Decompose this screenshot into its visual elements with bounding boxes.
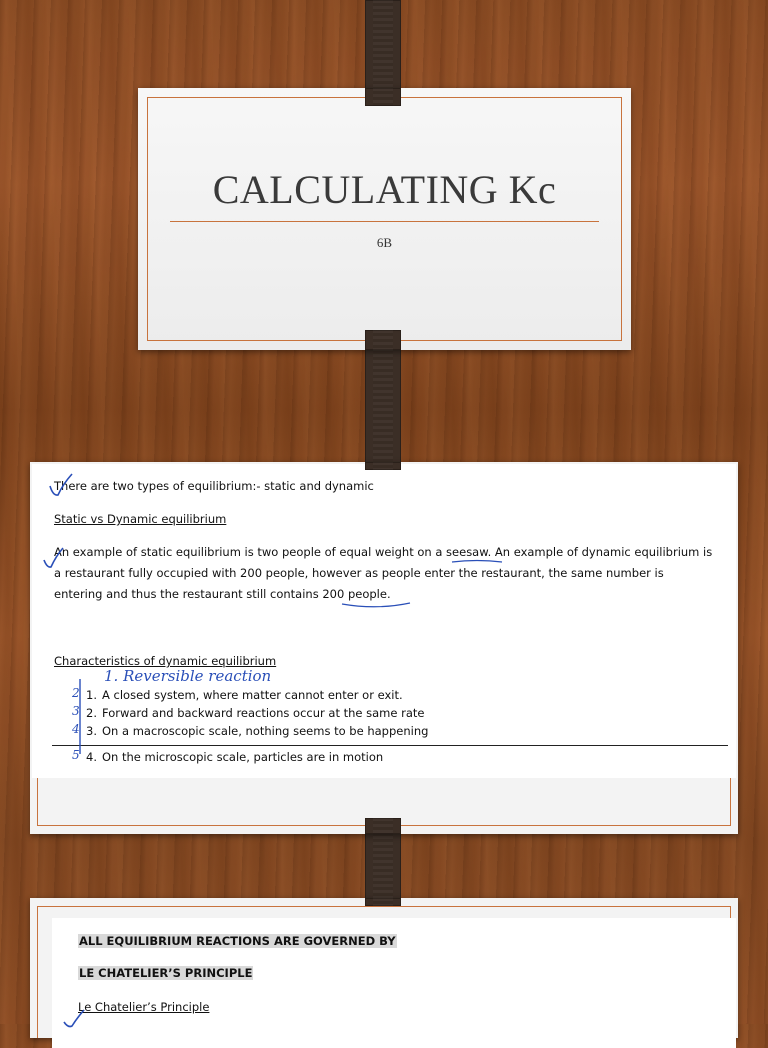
underline-stroke xyxy=(452,561,502,563)
ink-annotations xyxy=(52,918,736,1048)
highlighted-line-2: LE CHATELIER’S PRINCIPLE xyxy=(79,966,253,980)
item-number-2: 2. xyxy=(86,706,97,720)
intro-text: There are two types of equilibrium:- static and dynamic xyxy=(54,479,374,493)
paragraph-line-1: An example of static equilibrium is two people of equal weight on a seesaw. An example of dynamic equilibrium is xyxy=(54,545,713,559)
scanned-document xyxy=(32,464,736,778)
slide-subtitle: 6B xyxy=(376,235,393,250)
slide-title: CALCULATING Kc xyxy=(212,167,557,212)
middle-strap-overlap xyxy=(365,330,401,350)
handwritten-item: 1. Reversible reaction xyxy=(104,667,272,685)
item-text-3: On a macroscopic scale, nothing seems to be happening xyxy=(102,724,429,738)
lower-strap-overlap-2 xyxy=(365,898,401,906)
le-chatelier-slide[interactable] xyxy=(30,898,738,1038)
title-divider xyxy=(170,221,599,222)
item-text-1: A closed system, where matter cannot enter or exit. xyxy=(102,688,403,702)
item-number-1: 1. xyxy=(86,688,97,702)
top-strap-overlap xyxy=(365,88,401,106)
hand-number-2: 2 xyxy=(72,686,80,700)
hand-number-4: 4 xyxy=(72,722,80,736)
scanned-document xyxy=(52,918,736,1048)
title-slide[interactable] xyxy=(138,88,631,350)
section-heading: Static vs Dynamic equilibrium xyxy=(54,512,227,526)
item-number-3: 3. xyxy=(86,724,97,738)
ink-annotations xyxy=(32,464,736,778)
paragraph-line-2: a restaurant fully occupied with 200 people, however as people enter the restaurant, the same number is xyxy=(54,566,664,580)
item-text-4: On the microscopic scale, particles are in motion xyxy=(102,750,384,764)
underline-stroke xyxy=(342,603,410,607)
lower-strap-overlap xyxy=(365,818,401,834)
hand-number-5: 5 xyxy=(72,748,80,762)
middle-strap xyxy=(365,330,401,470)
principle-heading: Le Chatelier’s Principle xyxy=(78,1000,210,1014)
item-number-4: 4. xyxy=(86,750,97,764)
checkmark-icon xyxy=(64,1010,84,1027)
checkmark-icon xyxy=(44,548,63,567)
equilibrium-slide[interactable] xyxy=(30,462,738,834)
characteristics-heading: Characteristics of dynamic equilibrium xyxy=(54,654,277,668)
highlighted-line-1: ALL EQUILIBRIUM REACTIONS ARE GOVERNED BY xyxy=(79,934,396,948)
paragraph-line-3: entering and thus the restaurant still contains 200 people. xyxy=(54,587,391,601)
slide-frame xyxy=(147,97,622,341)
item-text-2: Forward and backward reactions occur at the same rate xyxy=(102,706,425,720)
middle-strap-overlap-2 xyxy=(365,462,401,470)
hand-number-3: 3 xyxy=(72,704,80,718)
checkmark-icon xyxy=(50,474,72,495)
